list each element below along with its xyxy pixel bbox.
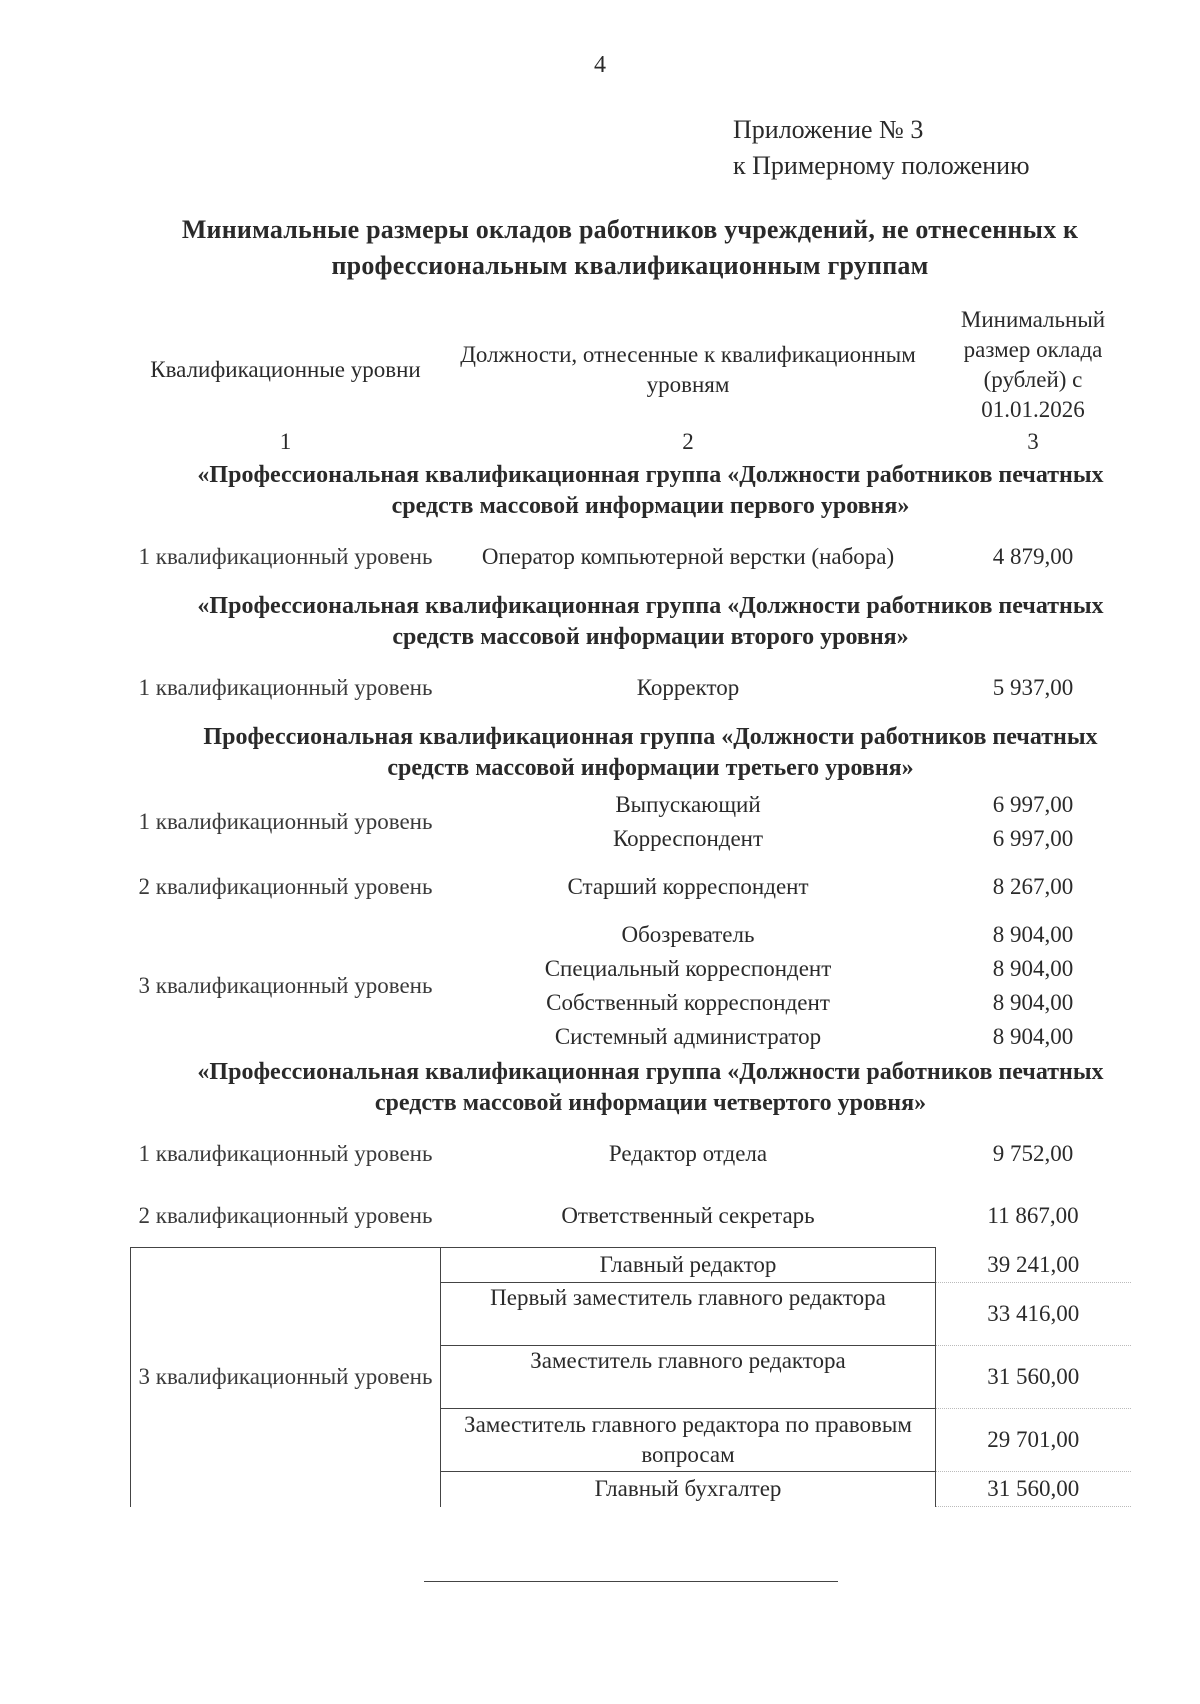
position-name: Главный редактор <box>441 1248 936 1283</box>
group-title: «Профессиональная квалификационная группа «Должности работников печатных средств массовой информации четвертого уровня» <box>197 1059 1104 1116</box>
position-name: Корреспондент <box>612 826 764 851</box>
table-row <box>131 657 1131 719</box>
salary-value: 33 416,00 <box>936 1283 1131 1346</box>
appendix-note <box>733 112 1030 184</box>
footer-divider <box>424 1581 838 1582</box>
group-header <box>131 1054 1131 1123</box>
qualification-level: 1 квалификационный уровень <box>138 809 433 834</box>
header-positions: Должности, отнесенные к квалификационным уровням <box>460 342 916 397</box>
qualification-level: 1 квалификационный уровень <box>138 675 433 700</box>
table-row <box>131 918 1131 952</box>
qualification-level: 1 квалификационный уровень <box>138 1141 433 1166</box>
table-row <box>131 1248 1131 1283</box>
salary-value: 8 267,00 <box>992 874 1074 899</box>
position-name: Специальный корреспондент <box>544 956 832 981</box>
position-name: Выпускающий <box>615 792 761 817</box>
position-name: Первый заместитель главного редактора <box>441 1283 936 1346</box>
position-name: Системный администратор <box>554 1024 822 1049</box>
table-row <box>131 526 1131 588</box>
position-name: Заместитель главного редактора по правовым вопросам <box>441 1409 936 1472</box>
position-name: Заместитель главного редактора <box>441 1346 936 1409</box>
appendix-line-1: Приложение № 3 <box>733 115 924 144</box>
qualification-level: 3 квалификационный уровень <box>131 1248 441 1507</box>
table-row <box>131 1185 1131 1248</box>
position-name: Редактор отдела <box>608 1141 768 1166</box>
table-header-row <box>131 305 1131 429</box>
table-row <box>131 856 1131 918</box>
position-name: Старший корреспондент <box>567 874 809 899</box>
salary-value: 8 904,00 <box>992 1024 1074 1049</box>
qualification-level: 3 квалификационный уровень <box>138 973 433 998</box>
salary-value: 29 701,00 <box>936 1409 1131 1472</box>
salary-value: 39 241,00 <box>936 1248 1131 1283</box>
group-header <box>131 719 1131 788</box>
group-header <box>131 588 1131 657</box>
header-qualification-levels: Квалификационные уровни <box>150 357 421 382</box>
salary-value: 8 904,00 <box>992 956 1074 981</box>
appendix-line-2: к Примерному положению <box>733 151 1030 180</box>
qualification-level: 1 квалификационный уровень <box>138 544 433 569</box>
salary-table <box>130 305 1131 1507</box>
position-name: Собственный корреспондент <box>546 990 830 1015</box>
salary-value: 4 879,00 <box>992 544 1074 569</box>
salary-value: 8 904,00 <box>992 922 1074 947</box>
qualification-level: 2 квалификационный уровень <box>138 874 433 899</box>
group-title: «Профессиональная квалификационная группа «Должности работников печатных средств массовой информации второго уровня» <box>197 593 1104 650</box>
qualification-level: 2 квалификационный уровень <box>138 1203 433 1228</box>
salary-value: 5 937,00 <box>992 675 1074 700</box>
column-number: 2 <box>682 429 694 454</box>
document-title: Минимальные размеры окладов работников учреждений, не отнесенных к профессиональным квалификационным группам <box>181 215 1079 280</box>
salary-value: 31 560,00 <box>936 1346 1131 1409</box>
salary-value: 8 904,00 <box>992 990 1074 1015</box>
position-name: Оператор компьютерной верстки (набора) <box>481 544 895 569</box>
position-name: Обозреватель <box>621 922 755 947</box>
salary-value: 31 560,00 <box>936 1472 1131 1507</box>
table-row <box>131 788 1131 822</box>
salary-value: 11 867,00 <box>987 1203 1079 1229</box>
salary-value: 6 997,00 <box>992 792 1074 817</box>
table-row <box>131 1123 1131 1185</box>
group-title: «Профессиональная квалификационная группа «Должности работников печатных средств массовой информации первого уровня» <box>197 462 1104 519</box>
position-name: Корректор <box>636 675 740 700</box>
column-numbers-row <box>131 429 1131 457</box>
page-number: 4 <box>594 52 606 78</box>
column-number: 1 <box>279 429 292 454</box>
group-header <box>131 457 1131 526</box>
position-name: Ответственный секретарь <box>561 1203 815 1228</box>
position-name: Главный бухгалтер <box>441 1472 936 1507</box>
salary-value: 6 997,00 <box>992 826 1074 851</box>
salary-value: 9 752,00 <box>992 1141 1074 1166</box>
column-number: 3 <box>1027 429 1039 454</box>
header-min-salary: Минимальный размер оклада (рублей) с 01.01.2026 <box>960 307 1106 422</box>
group-title: Профессиональная квалификационная группа «Должности работников печатных средств массовой информации третьего уровня» <box>203 724 1098 781</box>
